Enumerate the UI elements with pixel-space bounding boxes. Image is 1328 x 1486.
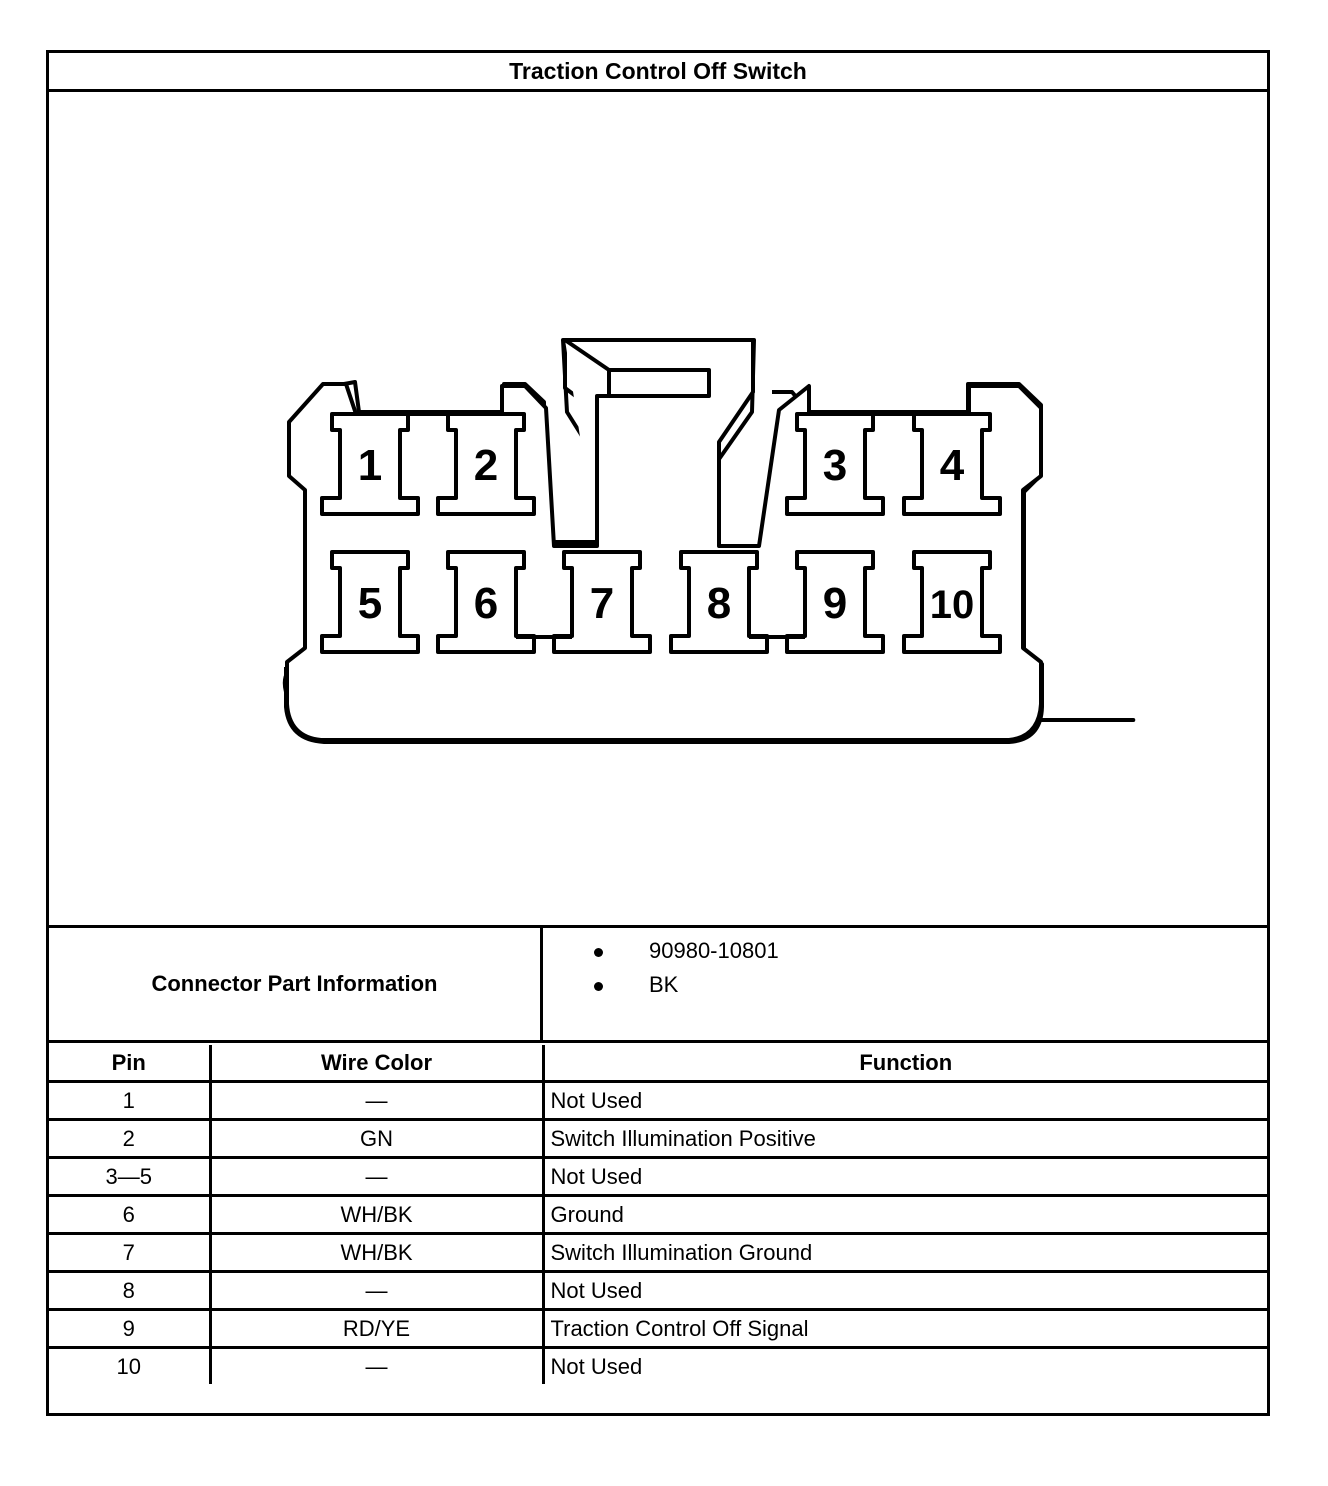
pin-cell: 10: [49, 1348, 210, 1385]
pin-label-2: 2: [473, 441, 499, 490]
connector-pins: [49, 92, 1267, 925]
function-cell: Not Used: [543, 1272, 1267, 1310]
table-row: [49, 1310, 1267, 1348]
bullet-icon: [594, 948, 603, 957]
function-cell: Not Used: [543, 1158, 1267, 1196]
table-row: [49, 1348, 1267, 1385]
pin-label-4: 4: [939, 441, 965, 490]
table-row: [49, 1120, 1267, 1158]
connector-part-info-list: [543, 928, 1267, 1040]
wire-color-cell: RD/YE: [210, 1310, 543, 1348]
connector-part-info-label: Connector Part Information: [49, 928, 543, 1040]
pin-table-header: [49, 1045, 1267, 1082]
wire-color-cell: WH/BK: [210, 1196, 543, 1234]
pin-cell: 8: [49, 1272, 210, 1310]
header-pin: Pin: [49, 1045, 210, 1082]
function-cell: Not Used: [543, 1082, 1267, 1120]
pin-label-10: 10: [929, 583, 975, 627]
pin-label-8: 8: [706, 579, 732, 628]
pin-cell: 7: [49, 1234, 210, 1272]
function-cell: Ground: [543, 1196, 1267, 1234]
table-row: [49, 1196, 1267, 1234]
pin-label-1: 1: [357, 441, 383, 490]
page-title: Traction Control Off Switch: [49, 53, 1267, 92]
pin-table: [49, 1045, 1267, 1384]
table-row: [49, 1158, 1267, 1196]
table-row: [49, 1272, 1267, 1310]
wire-color-cell: —: [210, 1348, 543, 1385]
header-function: Function: [543, 1045, 1267, 1082]
wire-color-cell: WH/BK: [210, 1234, 543, 1272]
pin-label-6: 6: [473, 579, 499, 628]
connector-part-info: [49, 925, 1267, 1043]
pin-label-7: 7: [589, 579, 615, 628]
wire-color-cell: —: [210, 1272, 543, 1310]
function-cell: Switch Illumination Ground: [543, 1234, 1267, 1272]
pin-cell: 1: [49, 1082, 210, 1120]
wire-color-cell: —: [210, 1158, 543, 1196]
wire-color-cell: GN: [210, 1120, 543, 1158]
header-wire-color: Wire Color: [210, 1045, 543, 1082]
function-cell: Not Used: [543, 1348, 1267, 1385]
part-number: 90980-10801: [649, 938, 779, 963]
pin-cell: 6: [49, 1196, 210, 1234]
pin-cell: 9: [49, 1310, 210, 1348]
wire-color-cell: —: [210, 1082, 543, 1120]
table-row: [49, 1082, 1267, 1120]
pin-cell: 3—5: [49, 1158, 210, 1196]
function-cell: Switch Illumination Positive: [543, 1120, 1267, 1158]
connector-sheet: [46, 50, 1270, 1416]
pin-label-5: 5: [357, 579, 383, 628]
connector-diagram: [49, 92, 1267, 925]
pin-label-9: 9: [822, 579, 848, 628]
pin-label-3: 3: [822, 441, 848, 490]
pin-cell: 2: [49, 1120, 210, 1158]
bullet-icon: [594, 982, 603, 991]
connector-color: BK: [649, 972, 679, 997]
table-row: [49, 1234, 1267, 1272]
function-cell: Traction Control Off Signal: [543, 1310, 1267, 1348]
